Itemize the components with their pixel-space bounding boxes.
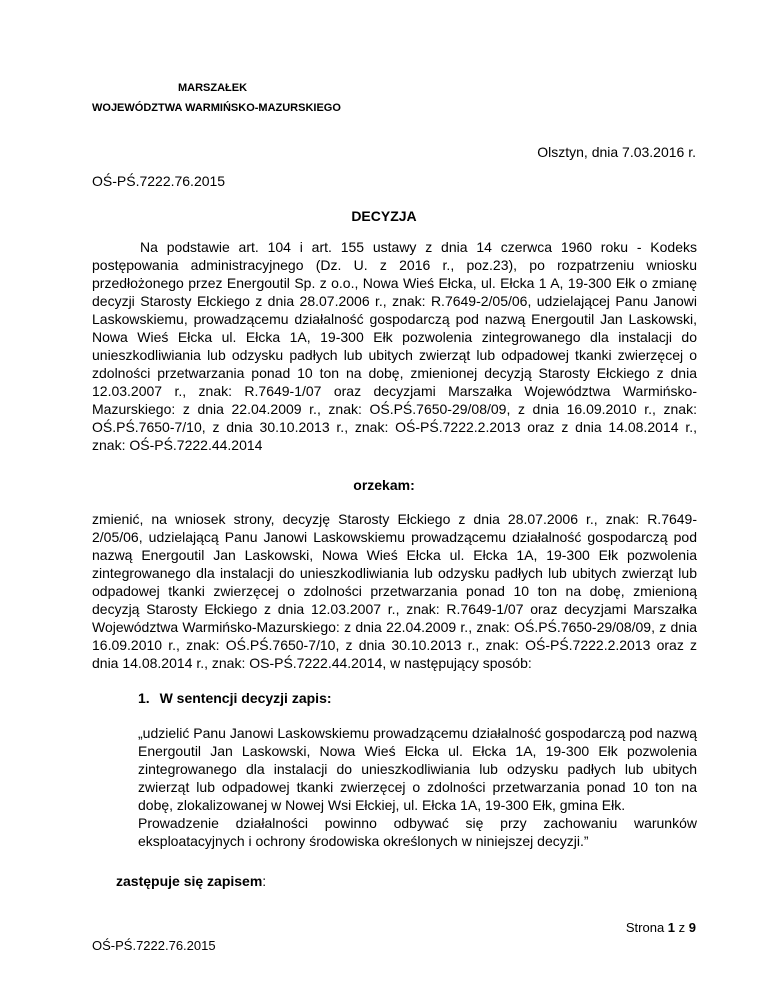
reference-number: OŚ-PŚ.7222.76.2015 bbox=[92, 173, 226, 189]
item-1-title: W sentencji decyzji zapis: bbox=[159, 690, 332, 706]
item-1-quote bbox=[138, 724, 697, 850]
document-title: DECYZJA bbox=[351, 208, 417, 224]
page-number bbox=[626, 920, 696, 935]
intro-paragraph: Na podstawie art. 104 i art. 155 ustawy z dnia 14 czerwca 1960 roku - Kodeks postępowania administracyjnego (Dz. U. z 2016 r., poz.23), po rozpatrzeniu wniosku przedłożonego przez Energoutil Sp. z o.o., Nowa Wieś Ełcka, ul. Ełcka 1 A, 19-300 Ełk o zmianę decyzji Starosty Ełckiego z dnia 28.07.2006 r., znak: R.7649-2/05/06, udzielającej Panu Janowi Laskowskiemu, prowadzącemu działalność gospodarczą pod nazwą Energoutil Jan Laskowski, Nowa Wieś Ełcka ul. Ełcka 1A, 19-300 Ełk pozwolenia zintegrowanego dla instalacji do unieszkodliwiania lub odzysku padłych lub ubitych zwierząt lub odpadowej tkanki zwierzęcej o zdolności przetwarzania ponad 10 ton na dobę, zmienionej decyzją Starosty Ełckiego z dnia 12.03.2007 r., znak: R.7649-1/07 oraz decyzjami Marszałka Województwa Warmińsko-Mazurskiego: z dnia 22.04.2009 r., znak: OŚ.PŚ.7650-29/08/09, z dnia 16.09.2010 r., znak: OŚ.PŚ.7650-7/10, z dnia 30.10.2013 r., znak: OŚ-PŚ.7222.2.2013 oraz z dnia 14.08.2014 r., znak: OŚ-PŚ.7222.44.2014 bbox=[92, 239, 697, 453]
page-prefix: Strona bbox=[625, 920, 668, 935]
replacement-colon: : bbox=[262, 873, 267, 889]
place-date: Olsztyn, dnia 7.03.2016 r. bbox=[537, 144, 696, 160]
page-current: 1 bbox=[667, 920, 676, 935]
quote-paragraph-1: „udzielić Panu Janowi Laskowskiemu prowadzącemu działalność gospodarczą pod nazwą Energoutil Jan Laskowski, Nowa Wieś Ełcka ul. Ełcka 1A, 19-300 Ełk pozwolenia zintegrowanego dla instalacji do unieszkodliwiania lub odzysku padłych lub ubitych zwierząt lub odpadowej tkanki zwierzęcej o zdolności przetwarzania ponad 10 ton na dobę, zlokalizowanej w Nowej Wsi Ełckiej, ul. Ełcka 1A, 19-300 Ełk, gmina Ełk. bbox=[138, 725, 697, 813]
replacement-bold: zastępuje się zapisem bbox=[116, 873, 263, 889]
item-1-number: 1. bbox=[138, 690, 150, 706]
replacement-label bbox=[116, 873, 266, 889]
ruling-heading: orzekam: bbox=[353, 477, 415, 493]
page-total: 9 bbox=[688, 920, 696, 935]
office-title-line1: MARSZAŁEK bbox=[178, 82, 248, 94]
page-sep: z bbox=[675, 920, 689, 935]
ruling-paragraph: zmienić, na wniosek strony, decyzję Starosty Ełckiego z dnia 28.07.2006 r., znak: R.7649-2/05/06, udzielającą Panu Janowi Laskowskiemu prowadzącemu działalność gospodarczą pod nazwą Energoutil Jan Laskowski, Nowa Wieś Ełcka ul. Ełcka 1A, 19-300 Ełk pozwolenia zintegrowanego dla instalacji do unieszkodliwiania lub odzysku padłych lub ubitych zwierząt lub odpadowej tkanki zwierzęcej o zdolności przetwarzania ponad 10 ton na dobę, zmienioną decyzją Starosty Ełckiego z dnia 12.03.2007 r., znak: R.7649-1/07 oraz decyzjami Marszałka Województwa Warmińsko-Mazurskiego: z dnia 22.04.2009 r., znak: OŚ.PŚ.7650-29/08/09, z dnia 16.09.2010 r., znak: OŚ.PŚ.7650-7/10, z dnia 30.10.2013 r., znak: OŚ-PŚ.7222.2.2013 oraz z dnia 14.08.2014 r., znak: OS-PŚ.7222.44.2014, w następujący sposób: bbox=[92, 511, 697, 671]
item-1-heading bbox=[138, 690, 332, 706]
quote-paragraph-2: Prowadzenie działalności powinno odbywać się przy zachowaniu warunków eksploatacyjnych i ochrony środowiska określonych w niniejszej decyzji.” bbox=[138, 815, 697, 849]
office-title-line2: WOJEWÓDZTWA WARMIŃSKO-MAZURSKIEGO bbox=[92, 102, 341, 114]
footer-reference: OŚ-PŚ.7222.76.2015 bbox=[92, 938, 216, 953]
